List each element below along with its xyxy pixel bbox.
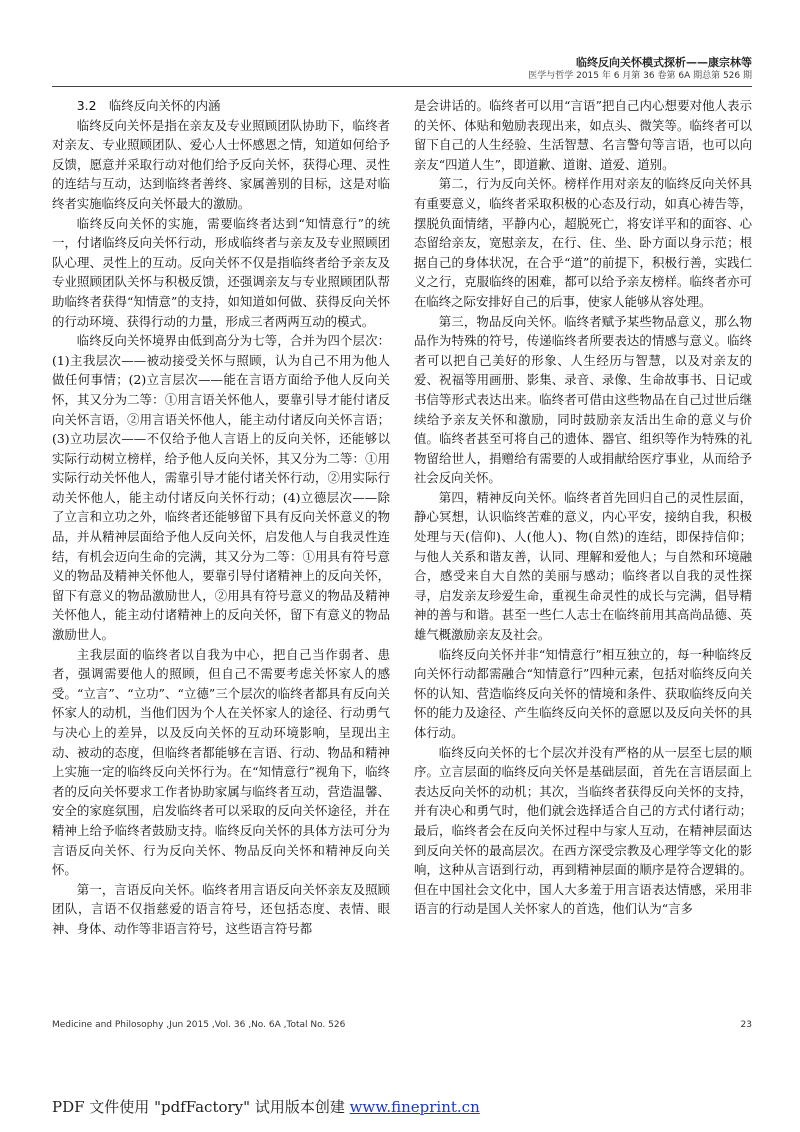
paragraph: 临终反向关怀是指在亲友及专业照顾团队协助下，临终者对亲友、专业照顾团队、爱心人士怀感恩之情，知道如何给予反馈，愿意并采取行动对他们给予反向关怀，获得心理、灵性的连结与互动，达到临终者善终、家属善别的目标，这是对临终者实施临终反向关怀最大的激励。 xyxy=(52,117,390,211)
paragraph: 临终反向关怀的实施，需要临终者达到“知情意行”的统一，付诸临终反向关怀行动，形成临终者与亲友及专业照顾团队心理、灵性上的互动。反向关怀不仅是指临终者给予亲友及专业照顾团队关怀与积极反馈，还强调亲友与专业照顾团队帮助临终者获得“知情意”的支持，如知道如何做、获得反向关怀的行动环境、获得行动的力量，形成三者两两互动的模式。 xyxy=(52,215,390,329)
paragraph: 临终反向关怀并非“知情意行”相互独立的，每一种临终反向关怀行动都需融合“知情意行”四种元素，包括对临终反向关怀的认知、营造临终反向关怀的情境和条件、获取临终反向关怀的能力及途径、产生临终反向关怀的意愿以及反向关怀的具体行动。 xyxy=(414,646,752,740)
fineprint-link[interactable]: www.fineprint.cn xyxy=(349,1098,480,1116)
paragraph: 临终反向关怀的七个层次并没有严格的从一层至七层的顺序。立言层面的临终反向关怀是基础层面，首先在言语层面上表达反向关怀的动机；其次，当临终者获得反向关怀的支持，并有决心和勇气时，他们就会选择适合自己的方式付诸行动；最后，临终者会在反向关怀过程中与家人互动，在精神层面达到反向关怀的最高层次。在西方深受宗教及心理学等文化的影响，这种从言语到行动，再到精神层面的顺序是符合逻辑的。但在中国社会文化中，国人大多羞于用言语表达情感，采用非语言的行动是国人关怀家人的首选，他们认为“言多 xyxy=(414,744,752,917)
paragraph: 是会讲话的。临终者可以用“言语”把自己内心想要对他人表示的关怀、体贴和勉励表现出来，如点头、微笑等。临终者可以留下自己的人生经验、生活智慧、名言警句等言语，也可以向亲友“四道人生”，即道歉、道谢、道爱、道别。 xyxy=(414,98,752,172)
running-header xyxy=(52,56,752,82)
running-header-title: 临终反向关怀模式探析——康宗林等 xyxy=(576,56,752,69)
paragraph: 第一，言语反向关怀。临终者用言语反向关怀亲友及照顾团队，言语不仅指慈爱的语言符号，还包括态度、表情、眼神、身体、动作等非语言符号，这些语言符号都 xyxy=(52,881,390,936)
paragraph: 第三，物品反向关怀。临终者赋予某些物品意义，那么物品作为特殊的符号，传递临终者所要表达的情感与意义。临终者可以把自己美好的形象、人生经历与智慧，以及对亲友的爱、祝福等用画册、影集、录音、录像、生命故事书、日记或书信等形式表达出来。临终者可借由这些物品在自己过世后继续给予亲友关怀和激励，同时鼓励亲友活出生命的意义与价值。临终者甚至可将自己的遗体、器官、组织等作为特殊的礼物留给世人，捐赠给有需要的人或捐献给医疗事业，从而给予社会反向关怀。 xyxy=(414,313,752,486)
page-footer xyxy=(52,1020,752,1030)
page-number: 23 xyxy=(740,1020,752,1030)
paragraph: 第二，行为反向关怀。榜样作用对亲友的临终反向关怀具有重要意义，临终者采取积极的心态及行动，如真心祷告等，摆脱负面情绪，平静内心，超脱死亡，将安详平和的面容、心态留给亲友，宽慰亲友，在行、住、坐、卧方面以身示范；根据自己的身体状况，在合乎“道”的前提下，积极行善，实践仁义之行，克服临终的困难，都可以给予亲友榜样。临终者亦可在临终之际安排好自己的后事，使家人能够从容处理。 xyxy=(414,176,752,309)
paragraph: 第四，精神反向关怀。临终者首先回归自己的灵性层面，静心冥想，认识临终苦难的意义，内心平安，接纳自我，积极处理与天(信仰)、人(他人)、物(自然)的连结，即保持信仰；与他人关系和谐友善，认同、理解和爱他人；与自然和环境融合，感受来自大自然的美丽与感动；临终者以自我的灵性探寻，启发亲友珍爱生命，重视生命灵性的成长与完满，倡导精神的善与和谐。甚至一些仁人志士在临终前用其高尚品德、英雄气概激励亲友及社会。 xyxy=(414,489,752,643)
running-header-journal: 医学与哲学 2015 年 6 月第 36 卷第 6A 期总第 526 期 xyxy=(528,71,752,81)
paragraph: 主我层面的临终者以自我为中心，把自己当作弱者、患者，强调需要他人的照顾，但自己不需要考虑关怀家人的感受。“立言”、“立功”、“立德”三个层次的临终者都具有反向关怀家人的动机，当他们因为个人在关怀家人的途径、行动勇气与决心上的差异，以及反向关怀的互动环境影响，呈现出主动、被动的态度，但临终者都能够在言语、行动、物品和精神上实施一定的临终反向关怀行为。在“知情意行”视角下，临终者的反向关怀要求工作者协助家属与临终者互动，营造温馨、安全的家庭氛围，启发临终者可以采取的反向关怀途径，并在精神上给予临终者鼓励支持。临终反向关怀的具体方法可分为言语反向关怀、行为反向关怀、物品反向关怀和精神反向关怀。 xyxy=(52,646,390,878)
paragraph: 临终反向关怀境界由低到高分为七等，合并为四个层次：(1)主我层次——被动接受关怀与照顾，认为自己不用为他人做任何事情；(2)立言层次——能在言语方面给予他人反向关怀，其又分为二等：①用言语关怀他人，要靠引导才能付诸反向关怀言语，②用言语关怀他人，能主动付诸反向关怀言语；(3)立功层次——不仅给予他人言语上的反向关怀，还能够以实际行动树立榜样，给予他人反向关怀，其又分为二等：①用实际行动关怀他人，需靠引导才能付诸关怀行动，②用实际行动关怀他人，能主动付诸反向关怀行动；(4)立德层次——除了立言和立功之外，临终者还能够留下具有反向关怀意义的物品，并从精神层面给予他人反向关怀，启发他人与自我灵性连结，有机会迈向生命的完满，其又分为二等：①用具有符号意义的物品及精神关怀他人，要靠引导付诸精神上的反向关怀，留下有意义的物品激励世人，②用具有符号意义的物品及精神关怀他人，能主动付诸精神上的反向关怀，留下有意义的物品激励世人。 xyxy=(52,333,390,643)
header-divider xyxy=(52,86,752,87)
right-column xyxy=(414,96,752,919)
footer-journal: Medicine and Philosophy ,Jun 2015 ,Vol. 36 ,No. 6A ,Total No. 526 xyxy=(52,1020,346,1030)
left-column xyxy=(52,96,390,939)
pdf-notice-text: PDF 文件使用 "pdfFactory" 试用版本创建 xyxy=(52,1098,350,1116)
section-heading: 3.2 临终反向关怀的内涵 xyxy=(76,98,221,113)
pdf-watermark-notice xyxy=(52,1096,480,1117)
